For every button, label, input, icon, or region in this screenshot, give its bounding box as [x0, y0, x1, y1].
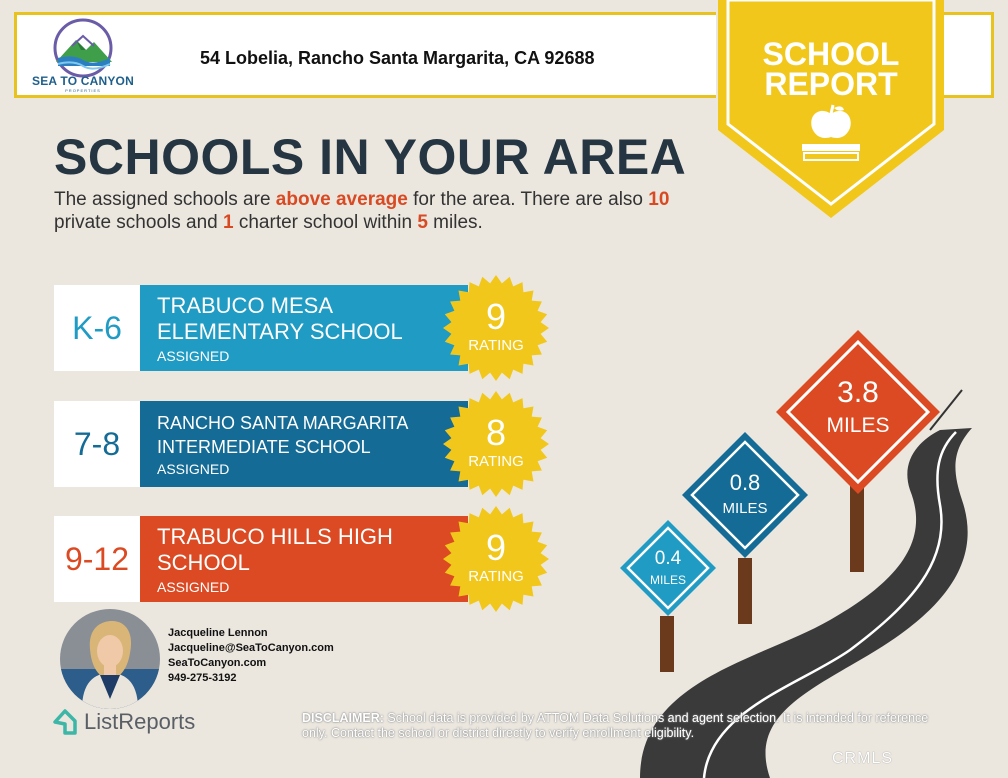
sea-to-canyon-logo [28, 18, 138, 94]
disclaimer-text [302, 711, 950, 741]
agent-avatar [60, 609, 160, 709]
agent-email[interactable]: Jacqueline@SeaToCanyon.com [168, 642, 334, 654]
badge-title-line2: REPORT [764, 66, 898, 102]
agent-portrait-image [60, 609, 160, 709]
rating-value: 8 [485, 412, 507, 453]
summary-text [54, 188, 704, 234]
school-name-line1: TRABUCO MESA [157, 293, 334, 318]
rating-value: 9 [485, 527, 507, 568]
rating-label: RATING [468, 568, 524, 585]
sign-distance-unit: MILES [826, 414, 890, 437]
sign-distance-unit: MILES [722, 500, 768, 517]
school-name-line1: TRABUCO HILLS HIGH [157, 524, 393, 549]
grade-level: 9-12 [54, 516, 140, 602]
school-name-line2: SCHOOL [157, 550, 250, 575]
sign-distance-value: 3.8 [837, 376, 879, 409]
summary-part: for the area. There are also [407, 189, 649, 210]
school-band [140, 401, 468, 487]
school-name-line2: ELEMENTARY SCHOOL [157, 319, 403, 344]
school-name-line2: INTERMEDIATE SCHOOL [157, 437, 371, 457]
school-status: ASSIGNED [157, 579, 230, 595]
listreports-logo [52, 708, 195, 736]
logo-mountain-icon [28, 18, 138, 78]
rating-seal [442, 505, 550, 613]
distance-sign-3-8 [774, 328, 942, 496]
agent-phone[interactable]: 949-275-3192 [168, 672, 237, 684]
sign-distance-value: 0.4 [654, 548, 682, 569]
agent-contact [168, 626, 334, 686]
summary-highlight: 1 [223, 212, 234, 233]
grade-level: 7-8 [54, 401, 140, 487]
sign-distance-value: 0.8 [729, 470, 761, 495]
rating-seal [442, 390, 550, 498]
disclaimer-label: DISCLAIMER: [302, 711, 384, 725]
school-name-line1: RANCHO SANTA MARGARITA [157, 413, 409, 433]
school-band [140, 516, 468, 602]
page-title: SCHOOLS IN YOUR AREA [54, 129, 687, 185]
school-status: ASSIGNED [157, 348, 230, 364]
summary-highlight: 5 [417, 212, 428, 233]
listreports-icon [52, 708, 78, 736]
summary-part: charter school within [233, 212, 418, 233]
disclaimer-body: School data is provided by ATTOM Data Solutions and agent selection. It is intended for reference only. Contact the school or district directly to verify enrollment eligibility. [302, 711, 929, 740]
listreports-wordmark: ListReports [84, 709, 196, 734]
agent-name: Jacqueline Lennon [168, 627, 268, 639]
rating-label: RATING [468, 453, 524, 470]
summary-highlight: above average [275, 189, 408, 210]
agent-website[interactable]: SeaToCanyon.com [168, 657, 267, 669]
crmls-watermark: CRMLS [832, 750, 894, 767]
property-address: 54 Lobelia, Rancho Santa Margarita, CA 92688 [200, 48, 595, 68]
school-status: ASSIGNED [157, 461, 230, 477]
summary-part: private schools and [54, 212, 223, 233]
apple-on-book-icon [796, 102, 866, 162]
badge-title-line1: SCHOOL [762, 36, 900, 72]
summary-part: The assigned schools are [54, 189, 276, 210]
rating-seal [442, 274, 550, 382]
rating-value: 9 [485, 296, 507, 337]
summary-part: miles. [427, 212, 483, 233]
logo-subtext: PROPERTIES [65, 88, 101, 93]
diamond-sign-shape [774, 328, 942, 496]
road-illustration [600, 300, 1008, 778]
grade-level: K-6 [54, 285, 140, 371]
logo-text: SEA TO CANYON [32, 74, 134, 88]
school-band [140, 285, 468, 371]
header-bar-right [944, 12, 994, 98]
summary-highlight: 10 [648, 189, 670, 210]
rating-label: RATING [468, 337, 524, 354]
sign-distance-unit: MILES [649, 573, 686, 587]
school-report-badge [716, 0, 946, 222]
